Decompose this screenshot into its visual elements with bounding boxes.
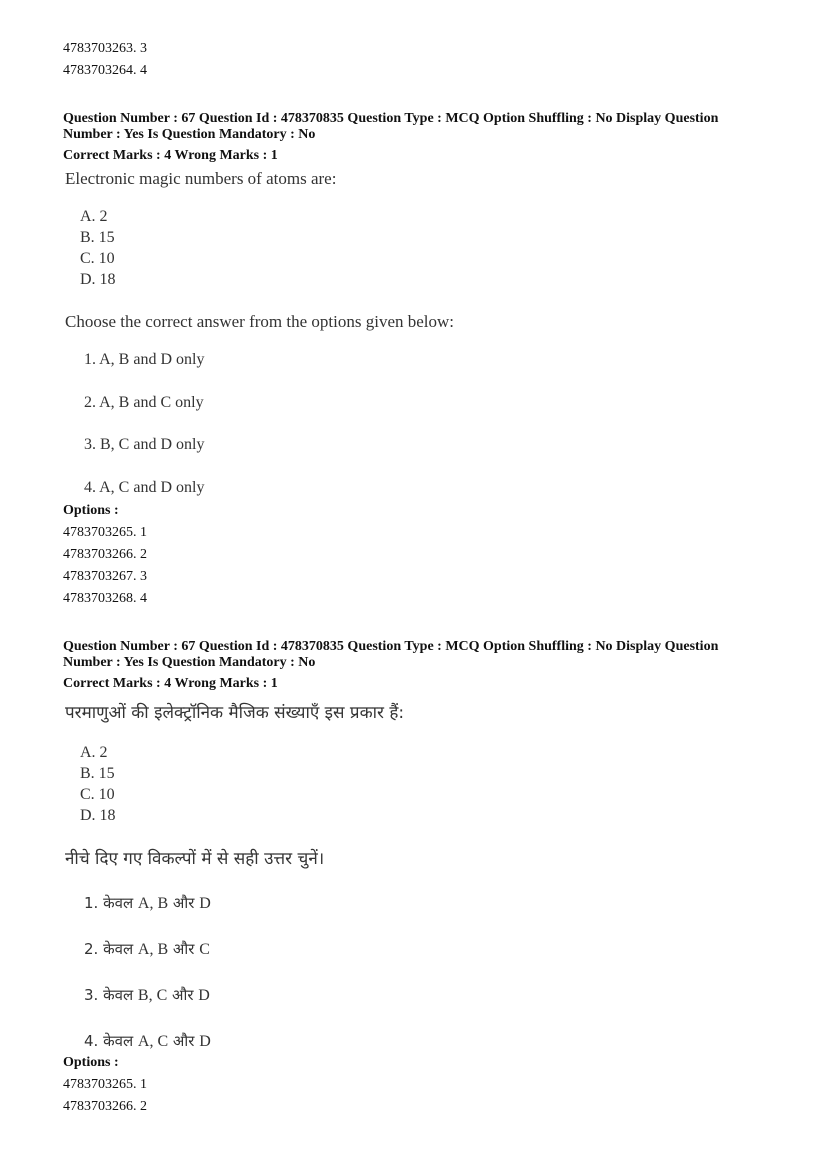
marks-line: Correct Marks : 4 Wrong Marks : 1 (63, 148, 278, 163)
choice-conjunction: और (172, 1032, 195, 1050)
choice-last-letter: C (199, 941, 210, 958)
option-id-top-1: 4783703263. 3 (63, 41, 147, 56)
question-header-line1: Question Number : 67 Question Id : 478370835 Question Type : MCQ Option Shuffling : No Display Question (63, 111, 719, 126)
item-b: B. 15 (80, 765, 115, 782)
item-b: B. 15 (80, 229, 115, 246)
choice-4-hindi (84, 1031, 211, 1051)
question-header-line2: Number : Yes Is Question Mandatory : No (63, 655, 316, 670)
option-id-2: 4783703266. 2 (63, 1099, 147, 1114)
options-label: Options : (63, 503, 119, 518)
option-id-top-2: 4783703264. 4 (63, 63, 147, 78)
choice-3-hindi (84, 985, 210, 1005)
option-id-2: 4783703266. 2 (63, 547, 147, 562)
choice-letters: A, B (137, 895, 169, 912)
choice-last-letter: D (198, 987, 210, 1004)
choice-last-letter: D (199, 895, 211, 912)
choice-3: 3. B, C and D only (84, 436, 205, 453)
item-a: A. 2 (80, 744, 108, 761)
instruction-text-hindi: नीचे दिए गए विकल्पों में से सही उत्तर चुनें। (65, 849, 325, 869)
choice-1: 1. A, B and D only (84, 351, 205, 368)
choice-last-letter: D (199, 1033, 211, 1050)
choice-prefix: 3. केवल (84, 986, 134, 1004)
choice-4: 4. A, C and D only (84, 479, 205, 496)
item-a: A. 2 (80, 208, 108, 225)
choice-letters: A, B (137, 941, 169, 958)
choice-conjunction: और (172, 894, 195, 912)
option-id-1: 4783703265. 1 (63, 525, 147, 540)
question-header-line2: Number : Yes Is Question Mandatory : No (63, 127, 316, 142)
choice-conjunction: और (172, 986, 194, 1004)
choice-2-hindi (84, 939, 210, 959)
choice-letters: B, C (137, 987, 168, 1004)
choice-conjunction: और (172, 940, 195, 958)
choice-prefix: 4. केवल (84, 1032, 134, 1050)
item-c: C. 10 (80, 786, 115, 803)
choice-2: 2. A, B and C only (84, 394, 204, 411)
choice-prefix: 1. केवल (84, 894, 134, 912)
option-id-1: 4783703265. 1 (63, 1077, 147, 1092)
item-c: C. 10 (80, 250, 115, 267)
item-d: D. 18 (80, 271, 116, 288)
question-header-line1: Question Number : 67 Question Id : 478370835 Question Type : MCQ Option Shuffling : No Display Question (63, 639, 719, 654)
option-id-4: 4783703268. 4 (63, 591, 147, 606)
choice-letters: A, C (137, 1033, 169, 1050)
instruction-text: Choose the correct answer from the options given below: (65, 312, 455, 331)
question-text-hindi: परमाणुओं की इलेक्ट्रॉनिक मैजिक संख्याएँ इस प्रकार हैं: (65, 703, 405, 723)
item-d: D. 18 (80, 807, 116, 824)
option-id-3: 4783703267. 3 (63, 569, 147, 584)
choice-1-hindi (84, 893, 211, 913)
choice-prefix: 2. केवल (84, 940, 134, 958)
options-label: Options : (63, 1055, 119, 1070)
marks-line: Correct Marks : 4 Wrong Marks : 1 (63, 676, 278, 691)
question-text: Electronic magic numbers of atoms are: (65, 169, 337, 188)
